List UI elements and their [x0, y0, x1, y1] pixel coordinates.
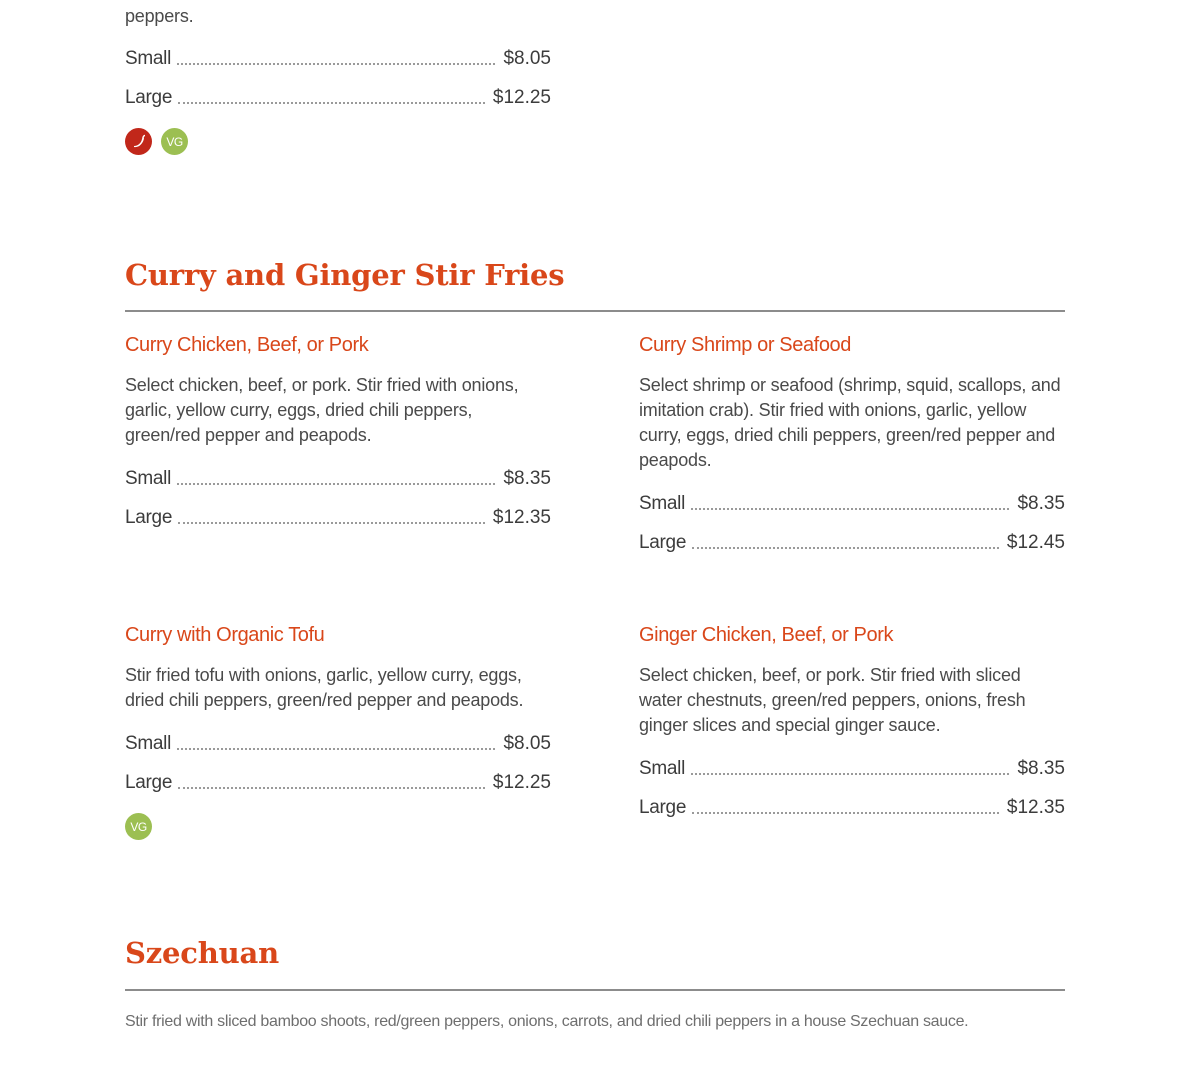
dot-leader [178, 102, 485, 104]
item-title: Ginger Chicken, Beef, or Pork [639, 624, 894, 646]
size-label: Small [125, 468, 172, 489]
item-description: Stir fried tofu with onions, garlic, yellow curry, eggs, dried chili peppers, green/red pepper and peapods. [125, 665, 524, 710]
item-title: Curry with Organic Tofu [125, 624, 325, 646]
badge-label: VG [166, 134, 183, 149]
size-label: Large [639, 532, 687, 553]
item-description: Select shrimp or seafood (shrimp, squid, scallops, and imitation crab). Stir fried with onions, garlic, yellow curry, eggs, dried chili peppers, green/red pepper and peapods. [639, 375, 1061, 470]
spicy-icon [125, 128, 152, 155]
size-label: Small [639, 493, 686, 514]
size-label: Small [639, 758, 686, 779]
size-label: Small [125, 48, 172, 69]
dot-leader [178, 787, 485, 789]
price: $8.35 [1017, 758, 1065, 779]
price: $12.35 [1006, 797, 1065, 818]
dot-leader [177, 483, 495, 485]
price: $8.35 [503, 468, 551, 489]
item-title: Curry Chicken, Beef, or Pork [125, 334, 369, 356]
section-title-curry: Curry and Ginger Stir Fries [125, 258, 565, 292]
size-label: Large [125, 507, 173, 528]
small-price-row [639, 756, 1065, 780]
large-price-row [639, 530, 1065, 554]
large-price-row [639, 795, 1065, 819]
small-price-row [639, 491, 1065, 515]
top-item-large-price-row [125, 85, 551, 109]
vegetarian-badge [161, 128, 188, 155]
small-price-row [125, 466, 551, 490]
top-item-description: peppers. [125, 6, 194, 26]
dot-leader [691, 508, 1009, 510]
section-divider [125, 310, 1065, 312]
price: $12.25 [492, 87, 551, 108]
dot-leader [691, 773, 1009, 775]
top-item-small-price-row [125, 46, 551, 70]
price: $8.05 [503, 733, 551, 754]
vegetarian-badge [125, 813, 152, 840]
size-label: Large [639, 797, 687, 818]
small-price-row [125, 731, 551, 755]
price: $12.45 [1006, 532, 1065, 553]
dot-leader [692, 812, 999, 814]
dot-leader [178, 522, 485, 524]
large-price-row [125, 770, 551, 794]
item-title: Curry Shrimp or Seafood [639, 334, 852, 356]
size-label: Large [125, 772, 173, 793]
badge-label: VG [130, 819, 147, 834]
dot-leader [177, 748, 495, 750]
section-divider [125, 989, 1065, 991]
large-price-row [125, 505, 551, 529]
size-label: Large [125, 87, 173, 108]
price: $8.05 [503, 48, 551, 69]
dot-leader [177, 63, 495, 65]
section-title-szechuan: Szechuan [125, 936, 279, 970]
item-description: Select chicken, beef, or pork. Stir fried with sliced water chestnuts, green/red peppers, onions, fresh ginger slices and special ginger sauce. [639, 665, 1026, 735]
price: $8.35 [1017, 493, 1065, 514]
section-description: Stir fried with sliced bamboo shoots, red/green peppers, onions, carrots, and dried chili peppers in a house Szechuan sauce. [125, 1013, 969, 1030]
price: $12.35 [492, 507, 551, 528]
price: $12.25 [492, 772, 551, 793]
dot-leader [692, 547, 999, 549]
size-label: Small [125, 733, 172, 754]
item-description: Select chicken, beef, or pork. Stir fried with onions, garlic, yellow curry, eggs, dried chili peppers, green/red pepper and peapods. [125, 375, 519, 445]
